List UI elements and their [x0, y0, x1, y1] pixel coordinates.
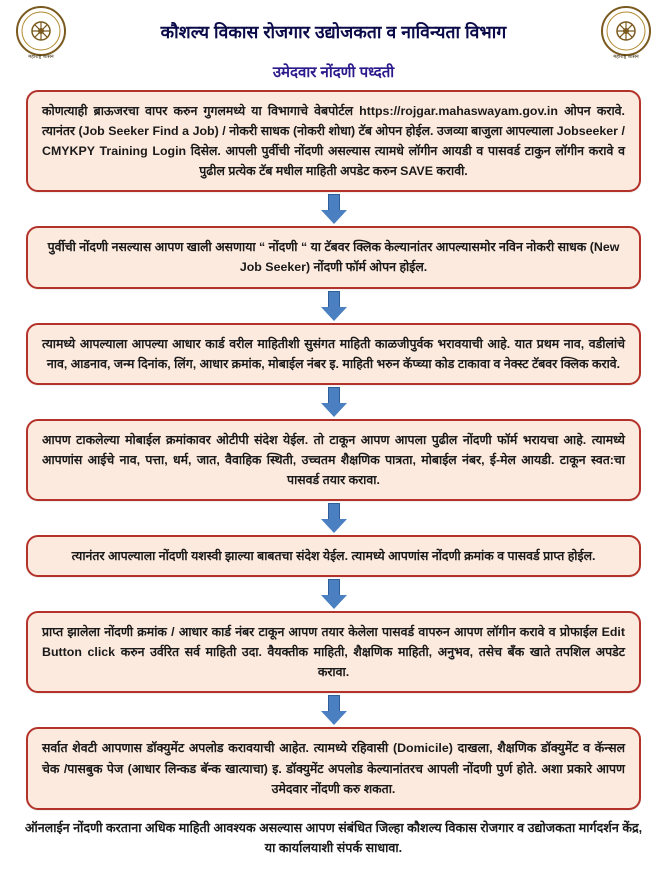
flow-arrow-1	[26, 192, 641, 226]
flow-arrow-5	[26, 577, 641, 611]
page-subtitle: उमेदवार नोंदणी पध्दती	[272, 64, 395, 81]
flow-arrow-2	[26, 289, 641, 323]
down-arrow-icon	[324, 579, 344, 609]
flow-step-3: त्यामध्ये आपल्याला आपल्या आधार कार्ड वरील माहितीशी सुसंगत माहिती काळजीपुर्वक भरावयाची आहे. यात प्रथम नाव, वडीलांचे नाव, आडनाव, जन्म दिनांक, लिंग, आधार क्रमांक, मोबाईल नंबर इ. माहिती भरुन कॅप्च्या कोड टाकावा व नेक्स्ट टॅबवर क्लिक करावे.	[26, 323, 641, 385]
flow-arrow-6	[26, 693, 641, 727]
registration-flowchart	[0, 90, 667, 810]
document-header	[0, 0, 667, 60]
page-title: कौशल्य विकास रोजगार उद्योजकता व नाविन्यता विभाग	[160, 22, 507, 43]
svg-text:महाराष्ट्र शासन: महाराष्ट्र शासन	[28, 54, 54, 60]
flow-arrow-3	[26, 385, 641, 419]
flow-step-5: त्यानंतर आपल्याला नोंदणी यशस्वी झाल्या बाबतचा संदेश येईल. त्यामध्ये आपणांस नोंदणी क्रमांक व पासवर्ड प्राप्त होईल.	[26, 535, 641, 577]
down-arrow-icon	[324, 503, 344, 533]
flow-step-4: आपण टाकलेल्या मोबाईल क्रमांकावर ओटीपी संदेश येईल. तो टाकून आपण आपला पुढील नोंदणी फॉर्म भरायचा आहे. त्यामध्ये आपणांस आईचे नाव, पत्ता, धर्म, जात, वैवाहिक स्थिती, उच्चतम शैक्षणिक पात्रता, मोबाईल नंबर, ई-मेल आयडी. टाकून स्वत:चा पासवर्ड तयार करावा.	[26, 419, 641, 501]
flow-step-7: सर्वात शेवटी आपणास डॉक्युमेंट अपलोड करावयाची आहेत. त्यामध्ये रहिवासी (Domicile) दाखला, शैक्षणिक डॉक्युमेंट व कॅन्सल चेक /पासबुक पेज (आधार लिन्कड बॅन्क खात्याचा) इ. डॉक्युमेंट अपलोड केल्यानांतरच आपली नोंदणी पुर्ण होते. अशा प्रकारे आपण उमेदवार नोंदणी करु शकता.	[26, 727, 641, 809]
government-emblem-icon-right	[595, 5, 657, 61]
flow-arrow-4	[26, 501, 641, 535]
svg-text:महाराष्ट्र शासन: महाराष्ट्र शासन	[613, 54, 639, 60]
down-arrow-icon	[324, 387, 344, 417]
government-emblem-icon	[10, 5, 72, 61]
footer-note: ऑनलाईन नोंदणी करताना अधिक माहिती आवश्यक असल्यास आपण संबंधित जिल्हा कौशल्य विकास रोजगार व उद्योजकता मार्गदर्शन केंद्र, या कार्यालयाशी संपर्क साधावा.	[24, 820, 643, 855]
flow-step-6: प्राप्त झालेला नोंदणी क्रमांक / आधार कार्ड नंबर टाकून आपण तयार केलेला पासवर्ड वापरुन आपण लॉगीन करावे व प्रोफाईल Edit Button click करुन उर्वरित सर्व माहिती उदा. वैयक्तीक माहिती, शैक्षणिक माहिती, अनुभव, तसेच बॅंक खाते तपशिल अपडेट करावा.	[26, 611, 641, 693]
down-arrow-icon	[324, 695, 344, 725]
flow-step-1: कोणत्याही ब्राऊजरचा वापर करुन गुगलमध्ये या विभागाचे वेबपोर्टल https://rojgar.mahaswayam.gov.in ओपन करावे. त्यानंतर (Job Seeker Find a Job) / नोकरी साधक (नोकरी शोधा) टॅब ओपन होईल. उजव्या बाजुला आपल्याला Jobseeker / CMYKPY Training Login दिसेल. आपली पुर्वीची नोंदणी असल्यास त्यामधे लॉगीन आयडी व पासवर्ड टाकुन लॉगीन करावे व पुढील प्रत्येक टॅब मधील माहिती अपडेट करुन SAVE करावी.	[26, 90, 641, 192]
down-arrow-icon	[324, 194, 344, 224]
flow-step-2: पुर्वीची नोंदणी नसल्यास आपण खाली असणाया “ नोंदणी “ या टॅबवर क्लिक केल्यानांतर आपल्यासमोर नविन नोकरी साधक (New Job Seeker) नोंदणी फॉर्म ओपन होईल.	[26, 226, 641, 288]
down-arrow-icon	[324, 291, 344, 321]
